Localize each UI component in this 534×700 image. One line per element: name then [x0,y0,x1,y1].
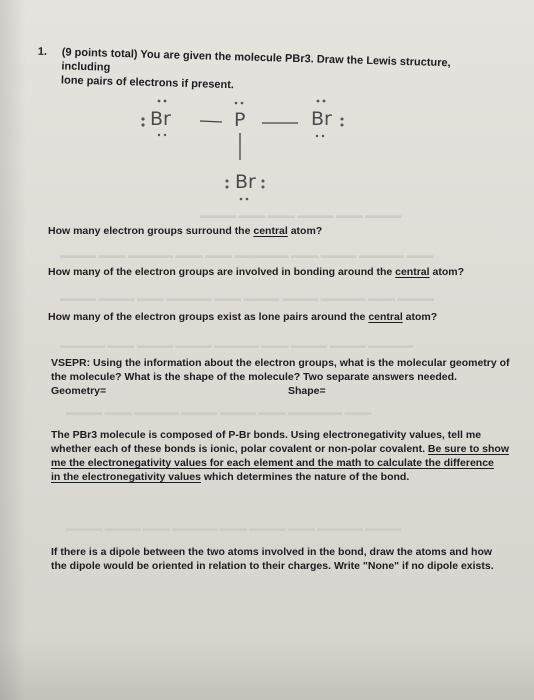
bleed-through-text: ▬▬▬▬ ▬▬▬▬ ▬▬▬ ▬▬▬▬▬ ▬▬▬ ▬▬▬▬ ▬▬▬▬ ▬▬▬▬▬ ▬▬▬ ▬▬▬▬ [60,293,434,303]
lone-pair-dot [164,134,166,136]
vsepr-answer-labels [51,384,521,398]
underlined-text: central [253,225,288,237]
question-electron-groups [48,224,498,238]
vsepr-line-1: VSEPR: Using the information about the electron groups, what is the molecular geometry of [51,357,510,369]
question-text: which determines the nature of the bond. [200,471,410,483]
prompt-line-1: (9 points total) You are given the molecule PBr3. Draw the Lewis structure, including [61,46,451,74]
question-text: atom? [429,266,464,278]
dipole-line-1: If there is a dipole between the two atoms involved in the bond, draw the atoms and how [51,546,493,558]
question-lone-pair-groups [48,310,498,324]
bond-type-line-3: me the electronegativity values for each element and the math to calculate the difference [51,457,494,469]
question-dipole [51,545,521,573]
underlined-text: central [368,311,403,323]
question-bonding-groups [48,265,498,279]
underlined-text: central [395,266,430,278]
atom-bottom-br: Br [235,171,256,193]
lone-pair-dot [241,102,244,105]
lone-pair-dot [226,180,229,183]
question-text: atom? [287,225,323,237]
lone-pair-dot [317,100,320,103]
geometry-label: Geometry= [51,385,107,397]
dipole-line-2: the dipole would be oriented in relation to their charges. Write "None" if no dipole exists. [51,560,494,572]
bond-type-line-4 [51,470,521,484]
bleed-through-text: ▬▬▬▬ ▬▬▬▬ ▬▬▬ ▬▬▬▬▬ ▬▬▬ ▬▬▬▬ ▬▬▬ ▬▬▬▬▬ ▬▬▬▬ [66,523,402,533]
bond-type-line-1: The PBr3 molecule is composed of P-Br bonds. Using electronegativity values, tell me [51,429,482,441]
question-number: 1. [37,45,48,58]
question-text: whether each of these bonds is ionic, polar covalent or non-polar covalent. [51,443,428,455]
bond-line-left [200,121,222,122]
atom-central-p: P [234,109,246,131]
shape-label: Shape= [288,385,326,397]
lone-pair-dot [164,100,167,103]
bleed-through-text: ▬▬▬▬ ▬▬▬ ▬▬▬▬▬ ▬▬▬ ▬▬▬ ▬▬▬▬▬▬ ▬▬▬ ▬▬▬▬ ▬▬▬▬▬ ▬▬▬ [60,250,434,260]
lone-pair-dot [262,186,265,189]
lone-pair-dot [240,198,243,201]
lone-pair-dot [235,102,238,105]
bleed-through-text: ▬▬▬▬ ▬▬▬ ▬▬▬▬▬ ▬▬▬▬ ▬▬▬▬ ▬▬▬ ▬▬▬▬▬▬ ▬▬▬ [66,407,372,417]
page-shadow-left [0,0,26,700]
question-bond-type [51,428,521,484]
lone-pair-dot [341,124,344,127]
lone-pair-dot [158,134,160,136]
page-shadow-bottom [0,640,534,700]
lone-pair-dot [141,117,144,120]
question-text: How many electron groups surround the [48,225,254,237]
lone-pair-dot [226,186,229,189]
underlined-text: Be sure to show [427,443,510,455]
bleed-through-text: ▬▬▬▬ ▬▬▬ ▬▬▬ ▬▬▬▬ ▬▬▬ ▬▬▬▬ [200,210,402,220]
atom-right-br: Br [311,108,332,130]
question-vsepr [51,356,521,398]
lone-pair-dot [158,100,161,103]
lone-pair-dot [246,198,249,201]
vsepr-line-2: the molecule? What is the shape of the molecule? Two separate answers needed. [51,371,457,383]
lone-pair-dot [141,123,144,126]
bond-type-line-2 [51,442,521,456]
lone-pair-dot [341,118,344,121]
question-text: How many of the electron groups exist as lone pairs around the [48,311,369,323]
lone-pair-dot [316,135,318,137]
lone-pair-dot [322,135,324,137]
bleed-through-text: ▬▬▬▬▬ ▬▬▬ ▬▬▬▬ ▬▬▬▬ ▬▬▬▬▬ ▬▬▬ ▬▬▬▬ ▬▬▬▬ ▬▬▬▬▬ [60,340,414,350]
lewis-structure-drawing [130,85,390,205]
prompt-line-2: lone pairs of electrons if present. [60,74,235,92]
question-text: atom? [402,311,438,323]
atom-left-br: Br [150,108,171,130]
lone-pair-dot [323,100,326,103]
lone-pair-dot [262,180,265,183]
underlined-text: in the electronegativity values [51,471,201,483]
question-text: How many of the electron groups are involved in bonding around the [48,266,396,278]
